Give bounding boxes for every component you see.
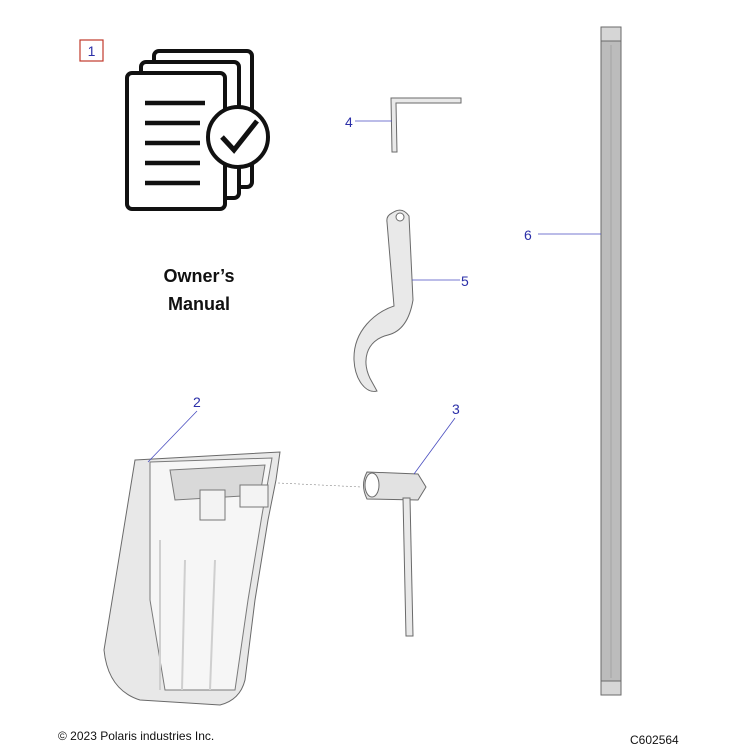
copyright-text: © 2023 Polaris industries Inc. [58,729,215,743]
callout-5: 5 [461,273,469,289]
l-shaped-hex-key [345,98,461,152]
callout-4: 4 [345,114,353,130]
callout-3: 3 [452,401,460,417]
manual-title-line2: Manual [167,294,231,314]
callout-2: 2 [193,394,201,410]
diagram-code: C602564 [630,733,679,747]
manual-title-line1: Owner’s [163,266,235,286]
tool-pouch [104,394,362,705]
item-number-label: 1 [87,43,96,59]
owners-manual-group [80,40,268,314]
strap [524,27,621,695]
owners-manual-document-check-icon [127,51,268,209]
spanner-hook-wrench [354,210,469,391]
spark-plug-socket-wrench [364,401,461,636]
callout-6: 6 [524,227,532,243]
